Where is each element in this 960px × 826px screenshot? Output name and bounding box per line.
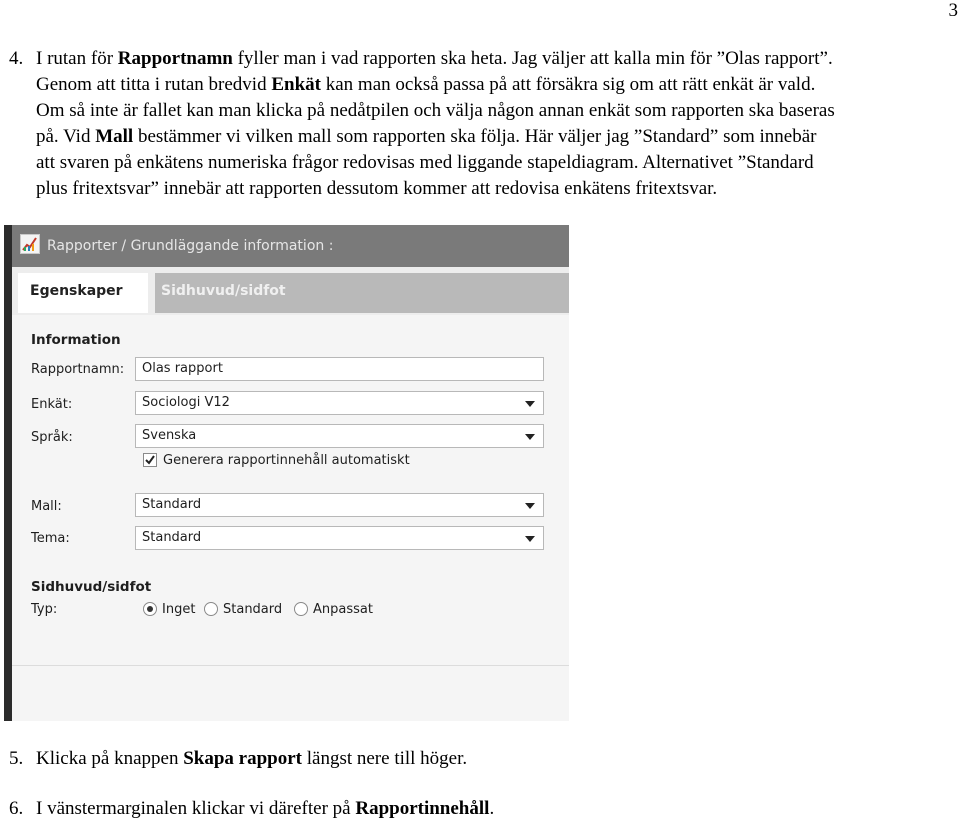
window-left-edge xyxy=(4,225,12,721)
item-text xyxy=(36,746,467,772)
tab-sidhuvud-sidfot[interactable]: Sidhuvud/sidfot xyxy=(155,273,569,313)
item-number: 6. xyxy=(9,798,24,819)
rapportnamn-label: Rapportnamn: xyxy=(31,362,125,377)
bold-term: Enkät xyxy=(271,74,321,95)
text-run: längst nere till höger. xyxy=(301,748,468,769)
tema-select[interactable] xyxy=(135,526,544,550)
radio-label-inget: Inget xyxy=(162,602,196,617)
text-run: I vänstermarginalen klickar vi därefter på xyxy=(36,798,356,819)
window-title: Rapporter / Grundläggande information : xyxy=(47,238,334,254)
tab-egenskaper[interactable]: Egenskaper xyxy=(18,273,148,313)
rapportnamn-input[interactable]: Olas rapport xyxy=(135,357,544,381)
auto-content-label: Generera rapportinnehåll automatiskt xyxy=(163,453,410,468)
radio-label-anpassat: Anpassat xyxy=(313,602,373,617)
chevron-down-icon[interactable] xyxy=(525,536,535,542)
text-run: Genom att titta i rutan bredvid xyxy=(36,74,272,95)
page-number: 3 xyxy=(948,0,958,21)
chart-icon xyxy=(20,234,40,254)
instruction-item-5 xyxy=(9,746,467,772)
text-run: . xyxy=(489,798,495,819)
sprak-label: Språk: xyxy=(31,430,73,445)
item-number: 4. xyxy=(9,48,24,69)
chevron-down-icon[interactable] xyxy=(525,434,535,440)
chevron-down-icon[interactable] xyxy=(525,401,535,407)
radio-label-standard: Standard xyxy=(223,602,283,617)
tema-value: Standard xyxy=(142,530,202,545)
mall-select[interactable] xyxy=(135,493,544,517)
mall-value: Standard xyxy=(142,497,202,512)
checkmark-icon xyxy=(144,454,156,466)
bold-term: Rapportnamn xyxy=(117,48,233,69)
bold-term: Mall xyxy=(95,126,134,147)
mall-label: Mall: xyxy=(31,499,62,514)
form-panel xyxy=(12,315,569,721)
typ-label: Typ: xyxy=(31,602,58,617)
auto-content-checkbox[interactable] xyxy=(143,453,157,467)
text-run: kan man också passa på att försäkra sig om att rätt enkät är vald. xyxy=(320,74,816,95)
radio-inget[interactable] xyxy=(143,602,157,616)
item-text xyxy=(36,46,959,202)
bold-term: Skapa rapport xyxy=(183,748,302,769)
instruction-item-6 xyxy=(9,796,494,822)
text-run: bestämmer vi vilken mall som rapporten ska följa. Här väljer jag ”Standard” som innebär xyxy=(133,126,817,147)
instruction-item-4 xyxy=(9,46,959,202)
tab-bar xyxy=(12,267,569,315)
enkat-value: Sociologi V12 xyxy=(142,395,230,410)
section-title-sidhuvud: Sidhuvud/sidfot xyxy=(31,579,152,595)
text-run: Klicka på knappen xyxy=(36,748,184,769)
item-number: 5. xyxy=(9,748,24,769)
text-run: att svaren på enkätens numeriska frågor redovisas med liggande stapeldiagram. Alternativet ”Standard xyxy=(36,152,814,173)
embedded-screenshot xyxy=(4,225,569,721)
enkat-label: Enkät: xyxy=(31,397,73,412)
text-run: I rutan för xyxy=(36,48,118,69)
bold-term: Rapportinnehåll xyxy=(355,798,490,819)
tema-label: Tema: xyxy=(31,531,70,546)
section-title-information: Information xyxy=(31,332,121,348)
text-run: Om så inte är fallet kan man klicka på nedåtpilen och välja någon annan enkät som rapporten ska baseras xyxy=(36,100,835,121)
text-run: fyller man i vad rapporten ska heta. Jag väljer att kalla min för ”Olas rapport”. xyxy=(232,48,833,69)
enkat-select[interactable] xyxy=(135,391,544,415)
radio-anpassat[interactable] xyxy=(294,602,308,616)
text-run: plus fritextsvar” innebär att rapporten dessutom kommer att redovisa enkätens fritextsvar. xyxy=(36,178,718,199)
sprak-select[interactable] xyxy=(135,424,544,448)
typ-radio-group xyxy=(143,600,523,620)
window-titlebar xyxy=(12,225,569,267)
radio-standard[interactable] xyxy=(204,602,218,616)
chevron-down-icon[interactable] xyxy=(525,503,535,509)
item-text xyxy=(36,796,494,822)
sprak-value: Svenska xyxy=(142,428,197,443)
text-run: på. Vid xyxy=(36,126,96,147)
divider xyxy=(12,665,569,666)
